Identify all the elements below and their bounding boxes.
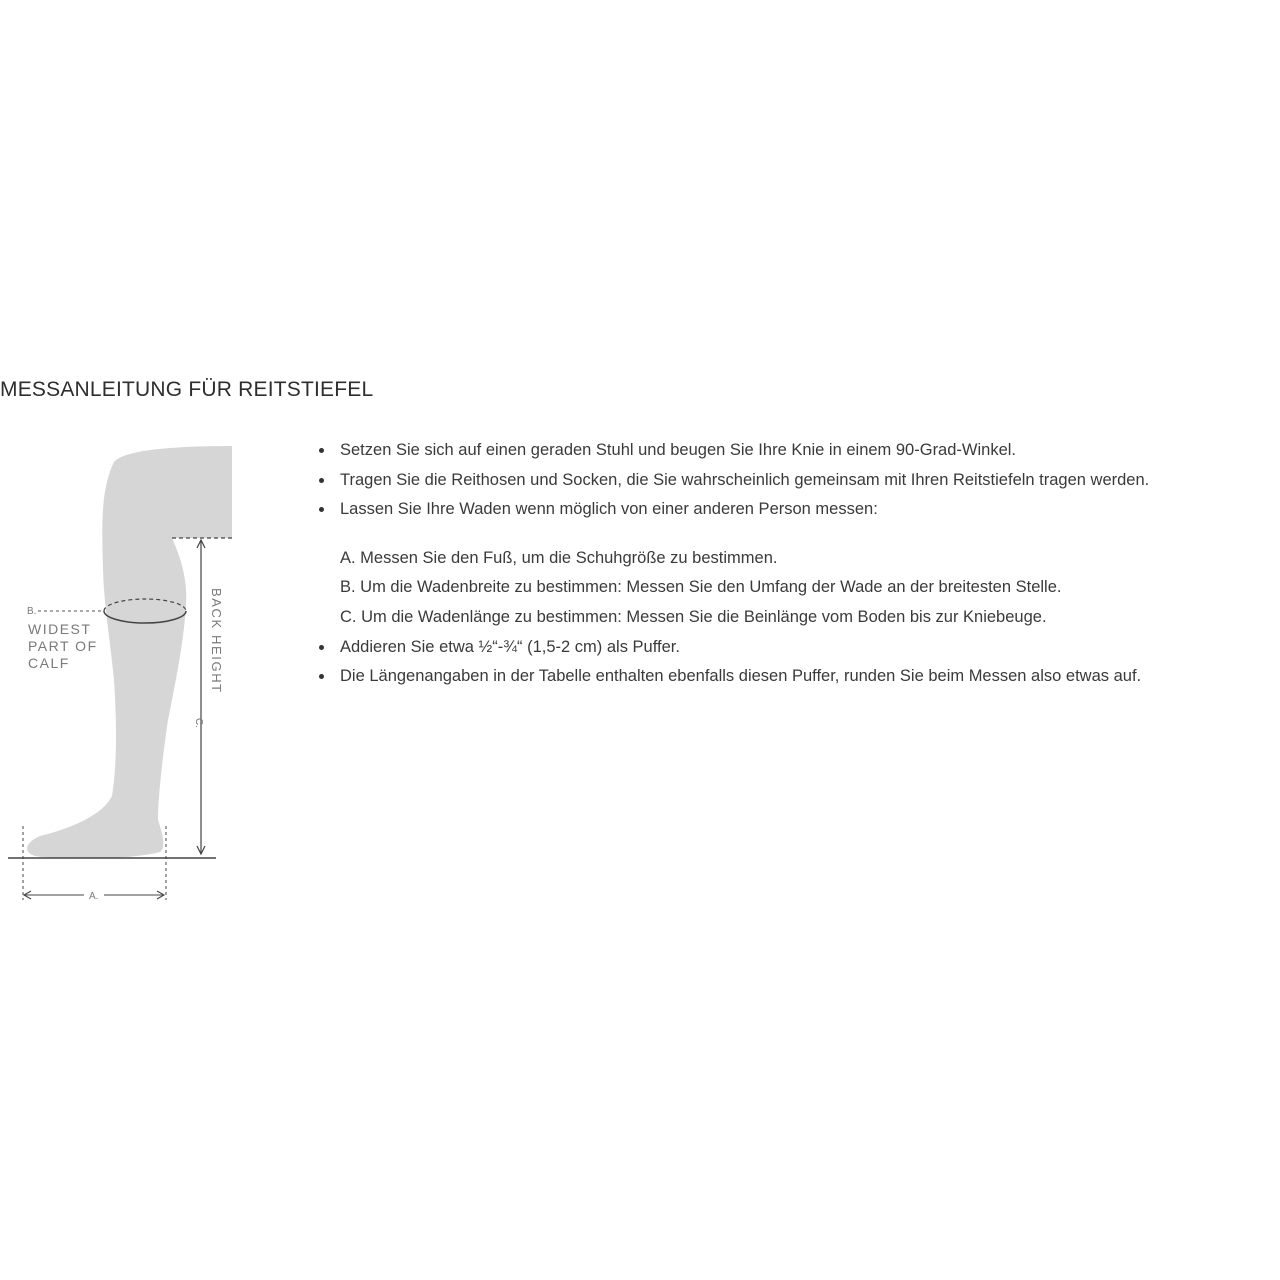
- sub-list-item-c: C. Um die Wadenlänge zu bestimmen: Messen Sie die Beinlänge vom Boden bis zur Kniebeuge.: [340, 607, 1047, 626]
- label-a: A.: [89, 891, 99, 902]
- bullet-icon: [319, 478, 324, 483]
- bullet-list-bottom: [316, 633, 1280, 692]
- bullet-icon: [319, 645, 324, 650]
- list-item-text: Tragen Sie die Reithosen und Socken, die Sie wahrscheinlich gemeinsam mit Ihren Reitstiefeln tragen werden.: [340, 470, 1150, 489]
- list-item: [316, 662, 1280, 692]
- sub-list: [316, 544, 1280, 633]
- bullet-icon: [319, 674, 324, 679]
- sub-list-item-b: B. Um die Wadenbreite zu bestimmen: Messen Sie den Umfang der Wade an der breitesten Stelle.: [340, 578, 1062, 597]
- list-item-text: Addieren Sie etwa ½“-¾“ (1,5-2 cm) als Puffer.: [340, 637, 680, 656]
- label-widest: WIDEST: [28, 621, 92, 637]
- list-item-text: Lassen Sie Ihre Waden wenn möglich von einer anderen Person messen:: [340, 500, 878, 519]
- list-item: [316, 436, 1280, 466]
- bullet-icon: [319, 448, 324, 453]
- list-item-text: Setzen Sie sich auf einen geraden Stuhl und beugen Sie Ihre Knie in einem 90-Grad-Winkel.: [340, 441, 1017, 459]
- label-b: B.: [27, 606, 37, 617]
- leg-measurement-diagram: [0, 430, 300, 920]
- label-c: C.: [193, 718, 204, 728]
- sub-list-item-a: A. Messen Sie den Fuß, um die Schuhgröße zu bestimmen.: [340, 548, 778, 567]
- page-title: MESSANLEITUNG FÜR REITSTIEFEL: [0, 378, 374, 401]
- bullet-icon: [319, 507, 324, 512]
- list-item: [316, 466, 1280, 496]
- list-item: [316, 495, 1280, 525]
- label-back-height: BACK HEIGHT: [209, 588, 224, 694]
- list-item: [316, 633, 1280, 663]
- bullet-list-top: [316, 436, 1280, 525]
- list-item-text: Die Längenangaben in der Tabelle enthalten ebenfalls diesen Puffer, runden Sie beim Messen also etwas auf.: [340, 667, 1142, 686]
- measurement-instructions: [316, 436, 1280, 692]
- label-calf: CALF: [28, 655, 70, 671]
- label-part-of: PART OF: [28, 638, 98, 654]
